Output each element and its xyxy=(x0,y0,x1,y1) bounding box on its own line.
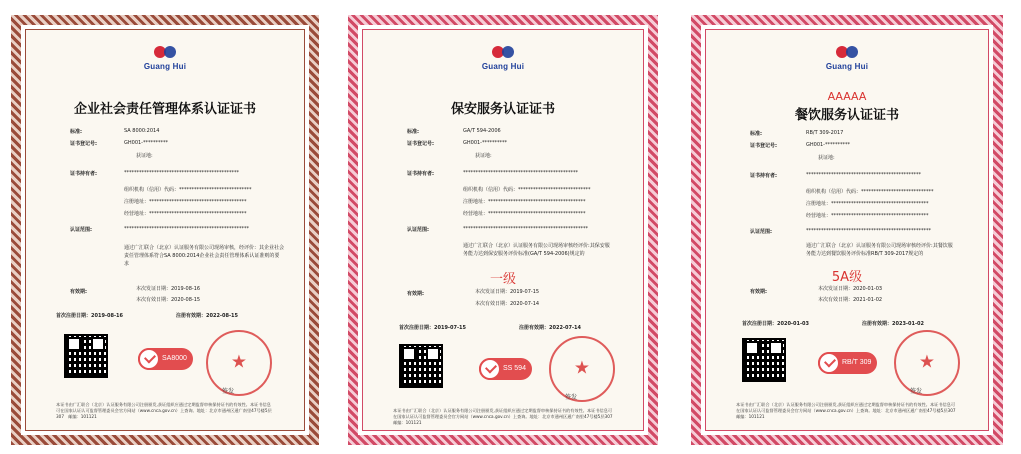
footer-text: 本证书由广汇联合（北京）认证服务有限公司注册颁发,获证组织应通过定期监督审核保持证书的有效性。本证书信息可在国家认证认可监督管理委员会官方网站（www.cnca.gov.cn）上查询。地址：北京市通州区通广南里47号楼5层307 邮编：101121 xyxy=(393,408,617,425)
reg-value: GH001-********** xyxy=(463,140,507,146)
first-issue: 首次注册日期：2019-07-15 xyxy=(399,325,466,331)
standard-value: SA 8000:2014 xyxy=(124,128,160,134)
expiry-date: 本次有效日期：2020-07-14 xyxy=(475,301,540,307)
standard-value: GA/T 594-2006 xyxy=(463,128,501,134)
cert-badge xyxy=(818,352,877,374)
guanghui-logo: Guang Hui xyxy=(817,44,877,71)
badge-label: SS 594 xyxy=(503,365,526,372)
op-addr-value: *************************************** xyxy=(488,211,586,217)
standard-label: 标准: xyxy=(70,129,82,135)
check-icon xyxy=(818,352,840,374)
holder-label: 证书持有者: xyxy=(407,171,435,177)
valid-label: 有效期: xyxy=(70,289,87,295)
scope-label: 认证范围: xyxy=(750,229,772,235)
org-label: 组织机构（信用）代码： xyxy=(124,187,180,193)
scope-value: ************************************************** xyxy=(124,226,249,232)
reg-addr-value: *************************************** xyxy=(831,201,929,207)
org-value: ***************************** xyxy=(179,187,252,193)
service-level: 一级 xyxy=(489,272,516,287)
reg-value: GH001-********** xyxy=(806,142,850,148)
reg-expiry: 注册有效期：2023-01-02 xyxy=(862,321,924,327)
holder-value: ********************************************** xyxy=(806,172,921,178)
first-issue: 首次注册日期：2019-08-16 xyxy=(56,313,123,319)
statement: 通过广汇联合（北京）认证服务有限公司现场审核经评价:其保安服务能力达到保安服务评价标准(GA/T 594-2006)规定的 xyxy=(463,243,610,257)
holder-label: 证书持有者: xyxy=(750,173,778,179)
qr-code xyxy=(64,334,108,378)
certificate-title: 餐饮服务认证证书 xyxy=(794,108,899,123)
qr-code xyxy=(399,344,443,388)
certificate-sa8000 xyxy=(8,12,322,448)
holder-value: ********************************************** xyxy=(124,170,239,176)
star-icon: ★ xyxy=(918,351,936,373)
qr-code xyxy=(742,338,786,382)
org-label: 组织机构（信用）代码： xyxy=(806,189,862,195)
check-icon xyxy=(138,348,160,370)
op-addr-value: *************************************** xyxy=(831,213,929,219)
official-seal xyxy=(894,330,960,396)
issue-date: 本次发证日期：2019-08-16 xyxy=(136,286,201,292)
official-seal xyxy=(206,330,272,396)
guanghui-logo: Guang Hui xyxy=(473,44,533,71)
reg-addr-label: 注册地址： xyxy=(124,199,150,205)
op-addr-label: 经营地址： xyxy=(806,213,832,219)
cert-badge xyxy=(138,348,193,370)
certificate-title: 保安服务认证证书 xyxy=(450,102,555,117)
certificate-security xyxy=(345,12,661,448)
statement: 通过广汇联合（北京）认证服务有限公司现场审核经评价:其餐饮服务能力达到餐饮服务评价标准RB/T 309-2017规定的 xyxy=(806,243,953,257)
cert-badge xyxy=(479,358,532,380)
scope-label: 认证范围: xyxy=(70,227,92,233)
qual-label: 获证地: xyxy=(475,153,492,159)
star-icon: ★ xyxy=(573,357,591,379)
check-icon xyxy=(479,358,501,380)
org-label: 组织机构（信用）代码： xyxy=(463,187,519,193)
scope-label: 认证范围: xyxy=(407,227,429,233)
footer-text: 本证书由广汇联合（北京）认证服务有限公司注册颁发,获证组织应通过定期监督审核保持证书的有效性。本证书信息可在国家认证认可监督管理委员会官方网站（www.cnca.gov.cn）上查询。地址：北京市通州区通广南里47号楼5层307 邮编：101121 xyxy=(56,402,272,419)
standard-value: RB/T 309-2017 xyxy=(806,130,844,136)
certificate-catering xyxy=(688,12,1006,448)
expiry-date: 本次有效日期：2020-08-15 xyxy=(136,297,201,303)
reg-addr-label: 注册地址： xyxy=(806,201,832,207)
badge-label: RB/T 309 xyxy=(842,359,872,366)
reg-label: 证书登记号: xyxy=(407,141,435,147)
star-icon: ★ xyxy=(230,351,248,373)
issue-date: 本次发证日期：2019-07-15 xyxy=(475,289,540,295)
certificate-body xyxy=(362,29,644,431)
footer-text: 本证书由广汇联合（北京）认证服务有限公司注册颁发,获证组织应通过定期监督审核保持证书的有效性。本证书信息可在国家认证认可监督管理委员会官方网站（www.cnca.gov.cn）上查询。地址：北京市通州区通广南里47号楼5层307 邮编：101121 xyxy=(736,402,960,419)
standard-label: 标准: xyxy=(407,129,419,135)
op-addr-value: *************************************** xyxy=(149,211,247,217)
scope-value: ************************************************** xyxy=(463,226,588,232)
valid-label: 有效期: xyxy=(750,289,767,295)
holder-label: 证书持有者: xyxy=(70,171,98,177)
badge-label: SA8000 xyxy=(162,355,187,362)
official-seal xyxy=(549,336,615,402)
five-a-stars: AAAAA xyxy=(827,90,867,103)
issue-date: 本次发证日期：2020-01-03 xyxy=(818,286,883,292)
first-issue: 首次注册日期：2020-01-03 xyxy=(742,321,809,327)
reg-value: GH001-********** xyxy=(124,140,168,146)
reg-label: 证书登记号: xyxy=(750,143,778,149)
guanghui-logo: Guang Hui xyxy=(135,44,195,71)
sign-label: 签发 xyxy=(222,388,235,395)
holder-value: ********************************************** xyxy=(463,170,578,176)
qual-label: 获证地: xyxy=(136,153,153,159)
reg-addr-value: *************************************** xyxy=(149,199,247,205)
reg-label: 证书登记号: xyxy=(70,141,98,147)
valid-label: 有效期: xyxy=(407,291,424,297)
qual-label: 获证地: xyxy=(818,155,835,161)
reg-expiry: 注册有效期：2022-08-15 xyxy=(176,313,238,319)
op-addr-label: 经营地址： xyxy=(124,211,150,217)
op-addr-label: 经营地址： xyxy=(463,211,489,217)
reg-addr-value: *************************************** xyxy=(488,199,586,205)
expiry-date: 本次有效日期：2021-01-02 xyxy=(818,297,883,303)
sign-label: 签发 xyxy=(910,388,923,395)
org-value: ***************************** xyxy=(518,187,591,193)
certificate-title: 企业社会责任管理体系认证证书 xyxy=(73,102,256,117)
statement: 通过广汇联合（北京）认证服务有限公司现场审核，经评价：其企业社会责任管理体系符合SA 8000:2014企业社会责任管理体系认证准则的要求 xyxy=(124,245,285,267)
standard-label: 标准: xyxy=(750,131,762,137)
reg-addr-label: 注册地址： xyxy=(463,199,489,205)
sign-label: 签发 xyxy=(565,394,578,401)
reg-expiry: 注册有效期：2022-07-14 xyxy=(519,325,581,331)
certificate-body xyxy=(25,29,305,431)
service-level: 5A级 xyxy=(831,270,863,285)
org-value: ***************************** xyxy=(861,189,934,195)
certificate-body xyxy=(705,29,989,431)
scope-value: ************************************************** xyxy=(806,228,931,234)
